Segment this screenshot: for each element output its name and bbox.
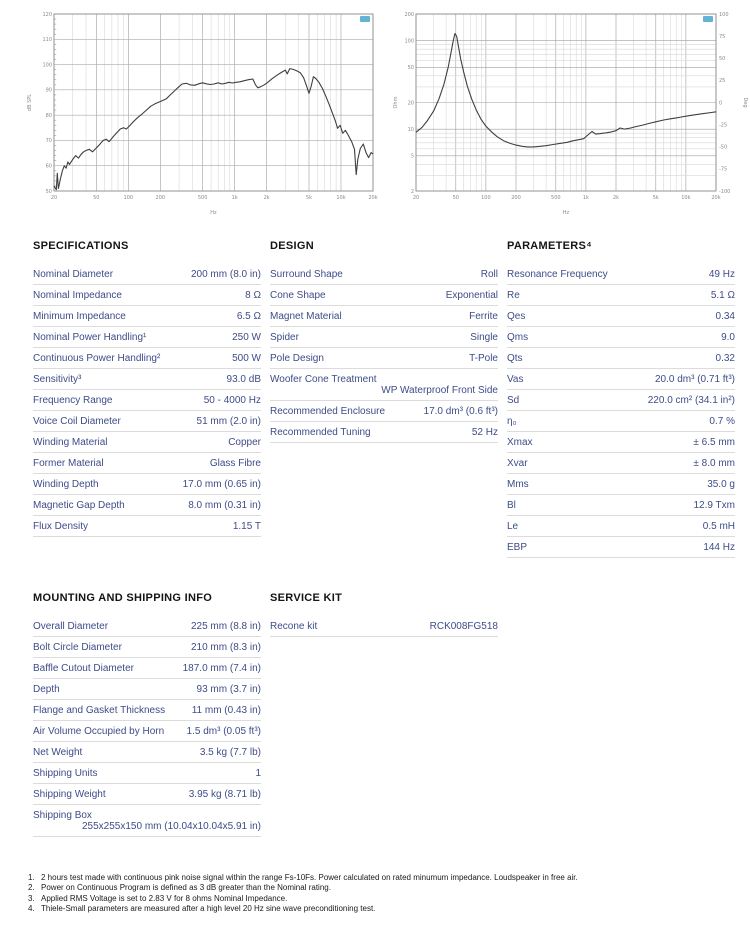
row-label: Overall Diameter (33, 621, 109, 632)
table-row (33, 264, 261, 285)
row-value: 210 mm (8.3 in) (190, 642, 261, 653)
footnote-text: Power on Continuous Program is defined as 3 dB greater than the Nominal rating. (41, 883, 331, 893)
plot-border (54, 14, 373, 191)
footnote (28, 883, 742, 893)
footnote-number: 3. (28, 893, 35, 903)
row-label: Flux Density (33, 521, 89, 532)
row-value: ± 8.0 mm (693, 458, 735, 469)
row-label: Magnetic Gap Depth (33, 500, 125, 511)
row-value: 49 Hz (708, 269, 735, 280)
row-value: 0.5 mH (702, 521, 735, 532)
x-axis-ticks (413, 195, 721, 201)
table-row (270, 401, 498, 422)
table-row (33, 679, 261, 700)
svg-text:50: 50 (93, 195, 100, 201)
table-row (507, 348, 735, 369)
svg-text:100: 100 (481, 195, 491, 201)
svg-text:200: 200 (155, 195, 166, 201)
row-value: 11 mm (0.43 in) (191, 705, 261, 716)
service-kit-table (270, 616, 498, 637)
table-row (33, 306, 261, 327)
svg-text:10k: 10k (681, 195, 691, 201)
table-row (33, 495, 261, 516)
row-label: Cone Shape (270, 290, 326, 301)
footnotes (28, 873, 742, 915)
row-label: Voice Coil Diameter (33, 416, 121, 427)
impedance-chart (390, 6, 748, 218)
table-row (507, 369, 735, 390)
y2-axis-label: Deg (742, 97, 748, 108)
svg-text:100: 100 (404, 38, 414, 45)
footnote (28, 894, 742, 904)
table-row (33, 742, 261, 763)
row-value: 187.0 mm (7.4 in) (182, 663, 261, 674)
svg-text:10k: 10k (336, 195, 346, 201)
row-label: Qes (507, 311, 526, 322)
table-row (33, 411, 261, 432)
row-value: Roll (480, 269, 498, 280)
svg-text:1k: 1k (582, 195, 589, 201)
svg-text:60: 60 (45, 163, 52, 170)
row-value: 93.0 dB (226, 374, 261, 385)
table-row (507, 453, 735, 474)
row-value: 93 mm (3.7 in) (196, 684, 261, 695)
row-label: Baffle Cutout Diameter (33, 663, 134, 674)
footnote (28, 904, 742, 914)
table-row (270, 369, 498, 401)
row-value: 51 mm (2.0 in) (196, 416, 261, 427)
row-label: EBP (507, 542, 528, 553)
svg-text:100: 100 (42, 62, 52, 69)
row-value: T-Pole (469, 353, 498, 364)
row-value: 200 mm (8.0 in) (190, 269, 261, 280)
row-label: Depth (33, 684, 60, 695)
svg-text:20k: 20k (711, 195, 721, 201)
row-label: Recommended Tuning (270, 427, 371, 438)
row-label: Surround Shape (270, 269, 343, 280)
chart-logo (360, 16, 370, 22)
row-label: Shipping Units (33, 768, 98, 779)
row-value: 1.5 dm³ (0.05 ft³) (186, 726, 261, 737)
table-row (33, 474, 261, 495)
svg-text:20k: 20k (368, 195, 378, 201)
table-row (33, 285, 261, 306)
table-row (33, 390, 261, 411)
table-row (33, 348, 261, 369)
row-label: Continuous Power Handling² (33, 353, 161, 364)
mounting-section (33, 592, 261, 837)
y-axis-ticks (404, 12, 414, 195)
row-value: Copper (228, 437, 261, 448)
table-row (507, 306, 735, 327)
service-kit-section (270, 592, 498, 637)
row-value: ± 6.5 mm (693, 437, 735, 448)
row-value: 9.0 (721, 332, 735, 343)
row-label: Shipping Weight (33, 789, 106, 800)
row-label: Shipping Box (33, 810, 92, 821)
svg-text:1k: 1k (231, 195, 238, 201)
row-value: 0.34 (715, 311, 735, 322)
svg-text:75: 75 (719, 33, 726, 40)
table-row (33, 453, 261, 474)
svg-text:80: 80 (45, 112, 52, 119)
table-row (270, 327, 498, 348)
table-row (33, 721, 261, 742)
table-row (507, 285, 735, 306)
svg-text:100: 100 (123, 195, 134, 201)
row-value: 8.0 mm (0.31 in) (188, 500, 261, 511)
row-label: Sensitivity³ (33, 374, 82, 385)
mounting-table (33, 616, 261, 837)
y-axis-ticks (42, 12, 52, 195)
svg-text:120: 120 (42, 11, 52, 18)
row-label: η₀ (507, 416, 517, 427)
specifications-table (33, 264, 261, 537)
x-axis-ticks (51, 195, 378, 201)
row-value: 3.95 kg (8.71 lb) (188, 789, 261, 800)
grid (416, 14, 716, 191)
row-label: Minimum Impedance (33, 311, 126, 322)
table-row (507, 390, 735, 411)
row-value: 1 (255, 768, 261, 779)
y-axis-label: Ohm (393, 96, 399, 109)
svg-text:50: 50 (45, 188, 52, 195)
svg-text:20: 20 (50, 195, 58, 201)
table-row (33, 658, 261, 679)
table-row (270, 264, 498, 285)
row-value: Ferrite (469, 311, 498, 322)
svg-text:5k: 5k (305, 195, 313, 201)
row-value: 12.9 Txm (693, 500, 735, 511)
x-axis-unit-label: Hz (210, 210, 217, 216)
design-table (270, 264, 498, 443)
table-row (33, 432, 261, 453)
row-label: Winding Material (33, 437, 108, 448)
table-row (270, 285, 498, 306)
footnote-number: 2. (28, 883, 35, 893)
row-value: 255x255x150 mm (10.04x10.04x5.91 in) (81, 821, 261, 832)
frequency-response-curve (54, 69, 373, 190)
row-value: 250 W (232, 332, 261, 343)
footnote-number: 4. (28, 904, 35, 914)
parameters-table (507, 264, 735, 558)
row-label: Le (507, 521, 519, 532)
row-value: 220.0 cm² (34.1 in²) (647, 395, 735, 406)
svg-text:2k: 2k (263, 195, 270, 201)
table-row (507, 264, 735, 285)
row-label: Mms (507, 479, 529, 490)
row-value: 52 Hz (471, 427, 498, 438)
row-label: Net Weight (33, 747, 83, 758)
table-row (33, 784, 261, 805)
svg-text:100: 100 (719, 11, 729, 18)
table-row (33, 637, 261, 658)
table-row (33, 805, 261, 837)
row-label: Bolt Circle Diameter (33, 642, 122, 653)
table-row (507, 474, 735, 495)
mounting-title: MOUNTING AND SHIPPING INFO (33, 592, 213, 604)
table-row (270, 422, 498, 443)
svg-text:25: 25 (719, 78, 726, 85)
svg-text:200: 200 (511, 195, 521, 201)
row-label: Vas (507, 374, 524, 385)
specifications-title: SPECIFICATIONS (33, 240, 129, 252)
row-value: WP Waterproof Front Side (381, 385, 498, 396)
table-row (270, 616, 498, 637)
row-value: 225 mm (8.8 in) (190, 621, 261, 632)
row-label: Spider (270, 332, 299, 343)
svg-text:20: 20 (412, 195, 420, 201)
x-axis-unit-label: Hz (562, 210, 570, 216)
row-value: 5.1 Ω (710, 290, 735, 301)
row-value: 17.0 mm (0.65 in) (182, 479, 261, 490)
row-label: Nominal Impedance (33, 290, 122, 301)
svg-text:500: 500 (197, 195, 208, 201)
svg-text:-25: -25 (719, 122, 728, 129)
row-label: Magnet Material (270, 311, 342, 322)
row-value: 0.32 (715, 353, 735, 364)
row-value: RCK008FG518 (429, 621, 498, 632)
y-axis-label: dB SPL (27, 93, 33, 112)
row-value: 500 W (232, 353, 261, 364)
svg-text:2k: 2k (612, 195, 620, 201)
frequency-response-canvas (24, 6, 382, 218)
y2-axis-ticks (719, 12, 730, 195)
svg-text:10: 10 (407, 126, 414, 133)
footnote-text: Thiele-Small parameters are measured after a high level 20 Hz sine wave preconditioning test. (41, 904, 376, 914)
chart-logo (703, 16, 713, 22)
svg-text:-50: -50 (719, 144, 728, 151)
row-value: 35.0 g (707, 479, 735, 490)
row-label: Qts (507, 353, 523, 364)
table-row (33, 516, 261, 537)
table-row (507, 411, 735, 432)
row-value: Exponential (445, 290, 498, 301)
row-label: Former Material (33, 458, 104, 469)
row-label: Pole Design (270, 353, 324, 364)
svg-text:50: 50 (452, 195, 459, 201)
svg-text:-100: -100 (719, 188, 731, 195)
row-value: 144 Hz (703, 542, 735, 553)
row-label: Frequency Range (33, 395, 113, 406)
svg-text:90: 90 (45, 87, 52, 94)
impedance-canvas (390, 6, 748, 218)
table-row (33, 327, 261, 348)
row-label: Recone kit (270, 621, 318, 632)
svg-text:5k: 5k (652, 195, 659, 201)
row-label: Air Volume Occupied by Horn (33, 726, 165, 737)
svg-text:110: 110 (42, 37, 52, 44)
row-label: Winding Depth (33, 479, 99, 490)
table-row (270, 348, 498, 369)
row-label: Re (507, 290, 520, 301)
design-section (270, 240, 498, 443)
design-title: DESIGN (270, 240, 314, 252)
table-row (33, 763, 261, 784)
row-value: Glass Fibre (209, 458, 261, 469)
row-value: 8 Ω (245, 290, 261, 301)
footnote (28, 873, 742, 883)
row-value: 0.7 % (709, 416, 735, 427)
table-row (507, 432, 735, 453)
row-label: Sd (507, 395, 520, 406)
row-value: 6.5 Ω (236, 311, 261, 322)
row-label: Nominal Diameter (33, 269, 114, 280)
row-label: Recommended Enclosure (270, 406, 386, 417)
row-label: Nominal Power Handling¹ (33, 332, 147, 343)
row-value: 50 - 4000 Hz (203, 395, 261, 406)
svg-text:500: 500 (551, 195, 561, 201)
table-row (507, 327, 735, 348)
svg-text:50: 50 (719, 56, 726, 63)
service-kit-title: SERVICE KIT (270, 592, 343, 604)
footnote-number: 1. (28, 873, 35, 882)
table-row (33, 369, 261, 390)
footnote-text: Applied RMS Voltage is set to 2.83 V for 8 ohms Nominal Impedance. (41, 893, 288, 903)
parameters-section (507, 240, 735, 558)
frequency-response-chart (24, 6, 382, 218)
table-row (33, 700, 261, 721)
grid (54, 14, 373, 191)
svg-text:50: 50 (407, 65, 414, 72)
row-label: Woofer Cone Treatment (270, 374, 377, 385)
row-value: 20.0 dm³ (0.71 ft³) (654, 374, 735, 385)
table-row (507, 516, 735, 537)
row-label: Resonance Frequency (507, 269, 608, 280)
row-value: 17.0 dm³ (0.6 ft³) (423, 406, 498, 417)
row-label: Flange and Gasket Thickness (33, 705, 166, 716)
impedance-curve (416, 34, 716, 147)
row-label: Xmax (507, 437, 533, 448)
row-label: Bl (507, 500, 516, 511)
table-row (507, 495, 735, 516)
footnote-text: 2 hours test made with continuous pink noise signal within the range Fs-10Fs. Power calculated on rated minumum impedance. Loudspeaker in free air. (41, 873, 578, 882)
svg-text:5: 5 (410, 153, 414, 160)
svg-text:200: 200 (404, 11, 414, 18)
specifications-section (33, 240, 261, 537)
row-label: Xvar (507, 458, 528, 469)
table-row (33, 616, 261, 637)
row-value: 3.5 kg (7.7 lb) (199, 747, 261, 758)
row-value: 1.15 T (232, 521, 261, 532)
svg-text:20: 20 (407, 100, 414, 107)
svg-text:0: 0 (719, 100, 723, 107)
svg-text:70: 70 (45, 138, 52, 145)
row-label: Qms (507, 332, 529, 343)
svg-text:2: 2 (410, 188, 414, 195)
svg-text:-75: -75 (719, 166, 728, 173)
parameters-title: PARAMETERS⁴ (507, 240, 592, 252)
table-row (507, 537, 735, 558)
table-row (270, 306, 498, 327)
row-value: Single (470, 332, 498, 343)
